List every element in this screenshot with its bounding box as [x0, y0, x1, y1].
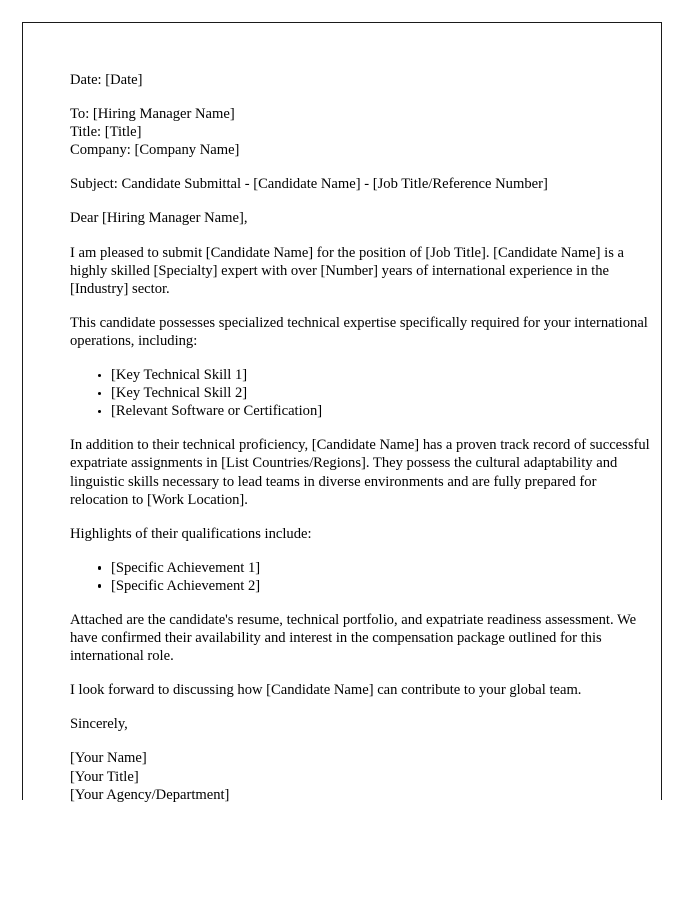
list-item	[111, 384, 655, 402]
intro-paragraph: I am pleased to submit [Candidate Name] for the position of [Job Title]. [Candidate Name] is a highly skilled [Specialty] expert with over [Number] years of international experience in the [Industry] sector.	[70, 244, 625, 297]
highlights-lead-in-paragraph: Highlights of their qualifications include:	[70, 525, 312, 542]
list-item-label: [Relevant Software or Certification]	[111, 403, 323, 420]
recipient-block	[70, 105, 655, 159]
list-item-label: [Key Technical Skill 2]	[111, 385, 248, 402]
closing-statement-paragraph: I look forward to discussing how [Candidate Name] can contribute to your global team.	[70, 682, 582, 699]
list-item	[111, 402, 655, 420]
signature-name: [Your Name]	[70, 750, 147, 767]
signature-agency: [Your Agency/Department]	[70, 786, 230, 803]
letter-body	[70, 71, 655, 804]
list-item	[111, 366, 655, 384]
disc-bullet-icon	[98, 566, 101, 569]
date-block	[70, 71, 655, 89]
disc-bullet-icon	[98, 584, 101, 587]
recipient-company-line: Company: [Company Name]	[70, 142, 240, 159]
achievements-list	[70, 559, 655, 595]
attachments-paragraph: Attached are the candidate's resume, technical portfolio, and expatriate readiness assessment. We have confirmed their availability and interest in the compensation package outlined for this international role.	[70, 611, 637, 665]
list-item	[111, 559, 655, 577]
list-item-label: [Specific Achievement 1]	[111, 559, 261, 576]
salutation-line: Dear [Hiring Manager Name],	[70, 210, 248, 227]
expertise-lead-in-paragraph: This candidate possesses specialized technical expertise specifically required for your international operations, including:	[70, 314, 648, 349]
disc-bullet-icon	[98, 410, 101, 413]
signature-block	[70, 749, 655, 803]
recipient-title-line: Title: [Title]	[70, 124, 142, 141]
closing-block	[70, 715, 655, 733]
subject-line: Subject: Candidate Submittal - [Candidate Name] - [Job Title/Reference Number]	[70, 176, 548, 193]
subject-block	[70, 175, 655, 193]
recipient-to-line: To: [Hiring Manager Name]	[70, 106, 235, 123]
date-line: Date: [Date]	[70, 72, 143, 88]
disc-bullet-icon	[98, 392, 101, 395]
signature-title: [Your Title]	[70, 768, 139, 785]
closing-salutation: Sincerely,	[70, 716, 128, 733]
salutation-block	[70, 209, 655, 227]
list-item	[111, 577, 655, 595]
skills-list	[70, 366, 655, 420]
expatriate-paragraph: In addition to their technical proficiency, [Candidate Name] has a proven track record of successful expatriate assignments in [List Countries/Regions]. They possess the cultural adaptability and linguistic skills necessary to lead teams in diverse environments and are fully prepared for relocation to [Work Location].	[70, 437, 650, 508]
document-page	[22, 22, 662, 803]
list-item-label: [Specific Achievement 2]	[111, 577, 261, 594]
disc-bullet-icon	[98, 374, 101, 377]
list-item-label: [Key Technical Skill 1]	[111, 367, 248, 384]
